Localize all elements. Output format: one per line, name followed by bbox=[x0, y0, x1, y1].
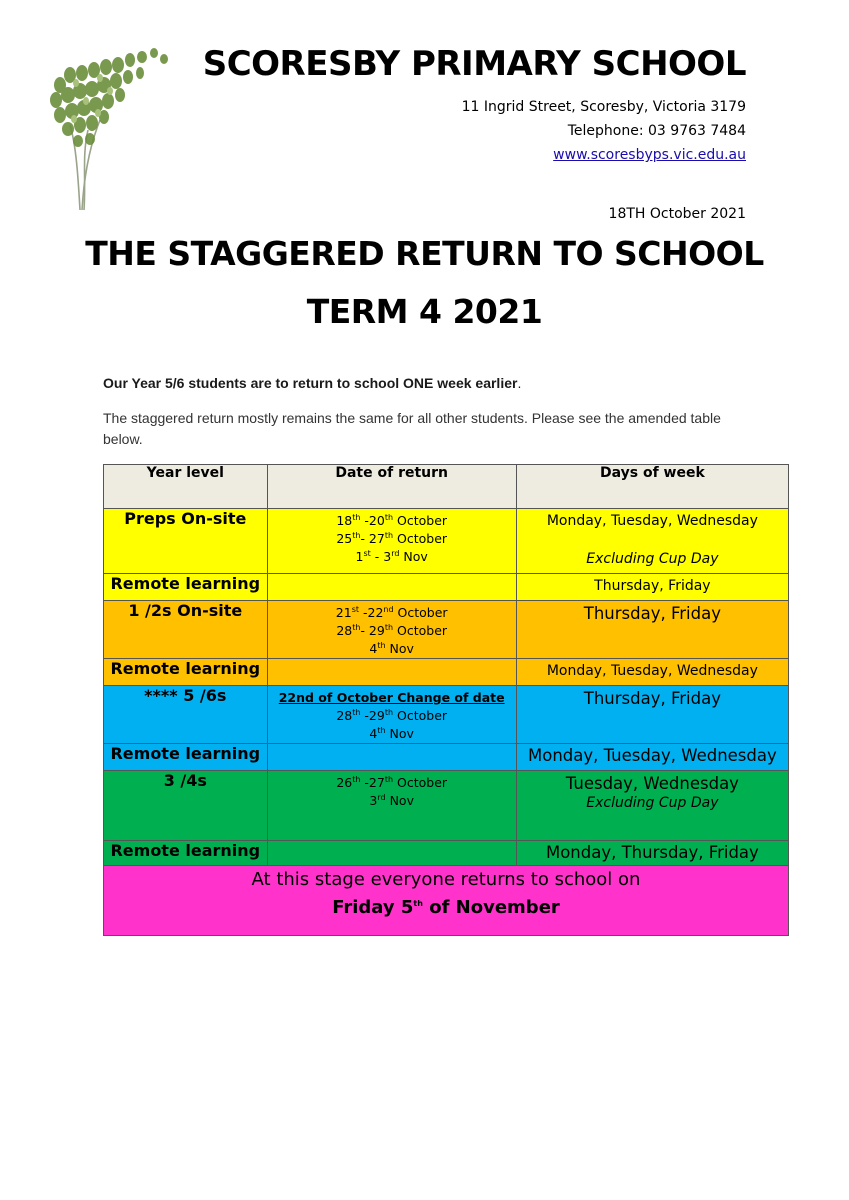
return-dates bbox=[267, 574, 516, 601]
table-header-row bbox=[104, 465, 789, 509]
table-row-year12-remote bbox=[104, 659, 789, 686]
days-of-week: Monday, Tuesday, Wednesday bbox=[516, 659, 788, 686]
letter-date: 18TH October 2021 bbox=[608, 206, 746, 222]
school-website-link[interactable]: www.scoresbyps.vic.edu.au bbox=[553, 147, 746, 163]
return-dates bbox=[267, 841, 516, 866]
year-label: Remote learning bbox=[104, 659, 268, 686]
days-of-week: Thursday, Friday bbox=[516, 574, 788, 601]
header-date-of-return: Date of return bbox=[267, 465, 516, 509]
table-row-year56 bbox=[104, 686, 789, 744]
intro-bold-paragraph bbox=[103, 373, 723, 394]
year-label: Remote learning bbox=[104, 574, 268, 601]
return-dates: 26th -27th October 3rd Nov bbox=[267, 771, 516, 841]
intro-bold-text: Our Year 5/6 students are to return to school ONE week earlier bbox=[103, 375, 518, 391]
school-name: SCORESBY PRIMARY SCHOOL bbox=[202, 44, 746, 84]
return-dates: 21st -22nd October 28th- 29th October 4th Nov bbox=[267, 601, 516, 659]
year-label: Remote learning bbox=[104, 841, 268, 866]
table-row-preps bbox=[104, 509, 789, 574]
year-label: 3 /4s bbox=[104, 771, 268, 841]
year-label: Remote learning bbox=[104, 744, 268, 771]
days-of-week: Monday, Tuesday, Wednesday bbox=[516, 744, 788, 771]
header-days-of-week: Days of week bbox=[516, 465, 788, 509]
year-label: 1 /2s On-site bbox=[104, 601, 268, 659]
school-address: 11 Ingrid Street, Scoresby, Victoria 3179 bbox=[461, 99, 746, 115]
return-dates: 18th -20th October 25th- 27th October 1st - 3rd Nov bbox=[267, 509, 516, 574]
header-year-level: Year level bbox=[104, 465, 268, 509]
return-dates bbox=[267, 659, 516, 686]
table-row-preps-remote bbox=[104, 574, 789, 601]
intro-paragraph: The staggered return mostly remains the same for all other students. Please see the amended table below. bbox=[103, 410, 721, 447]
page-title: THE STAGGERED RETURN TO SCHOOL bbox=[85, 234, 764, 273]
days-of-week: Monday, Tuesday, Wednesday Excluding Cup Day bbox=[516, 509, 788, 574]
return-dates: 22nd of October Change of date 28th -29th October 4th Nov bbox=[267, 686, 516, 744]
schedule-table bbox=[103, 464, 789, 936]
table-row-year34-remote bbox=[104, 841, 789, 866]
year-label: **** 5 /6s bbox=[104, 686, 268, 744]
year-label: Preps On-site bbox=[104, 509, 268, 574]
table-row-final-return bbox=[104, 866, 789, 936]
change-of-date-note: 22nd of October Change of date bbox=[278, 690, 505, 705]
days-of-week: Tuesday, Wednesday Excluding Cup Day bbox=[516, 771, 788, 841]
return-dates bbox=[267, 744, 516, 771]
intro-bold-suffix: . bbox=[517, 375, 522, 391]
page-subtitle: TERM 4 2021 bbox=[306, 292, 543, 331]
days-of-week: Thursday, Friday bbox=[516, 686, 788, 744]
days-of-week: Thursday, Friday bbox=[516, 601, 788, 659]
days-of-week: Monday, Thursday, Friday bbox=[516, 841, 788, 866]
table-row-year56-remote bbox=[104, 744, 789, 771]
final-return-notice: At this stage everyone returns to school on Friday 5th of November bbox=[104, 866, 789, 936]
school-telephone: Telephone: 03 9763 7484 bbox=[567, 123, 746, 139]
table-row-year12 bbox=[104, 601, 789, 659]
tree-logo-icon bbox=[40, 45, 180, 215]
cup-day-note: Excluding Cup Day bbox=[586, 551, 719, 567]
table-row-year34 bbox=[104, 771, 789, 841]
cup-day-note: Excluding Cup Day bbox=[586, 795, 719, 811]
